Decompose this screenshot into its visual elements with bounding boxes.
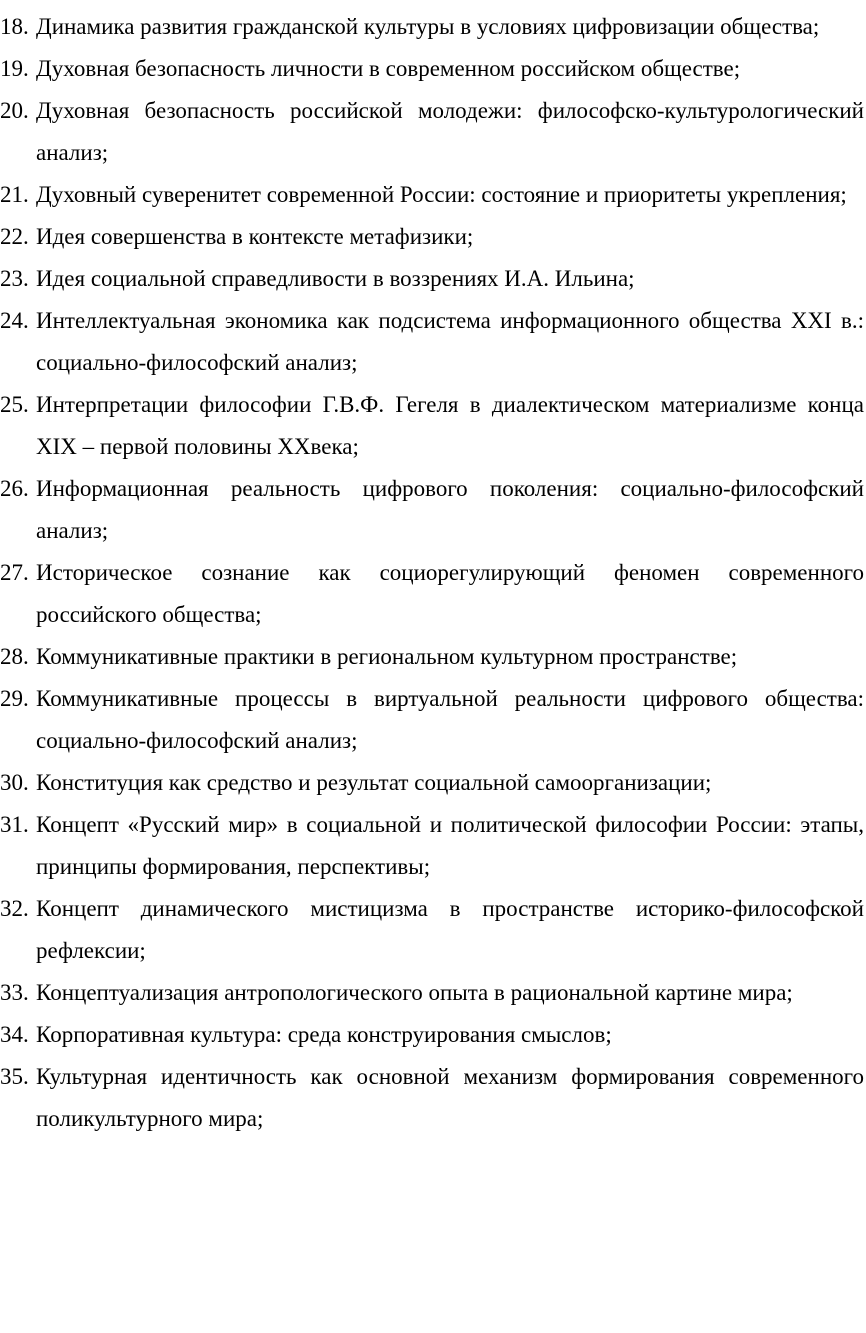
item-number: 25. — [0, 392, 29, 417]
item-text: Интерпретации философии Г.В.Ф. Гегеля в диалектическом материализме конца XIX – первой половины XXвека; — [36, 392, 864, 459]
list-item — [0, 216, 866, 258]
item-number: 24. — [0, 308, 29, 333]
list-item — [0, 468, 866, 552]
item-number: 27. — [0, 560, 29, 585]
item-text: Информационная реальность цифрового поколения: социально-философский анализ; — [36, 476, 864, 543]
item-number: 30. — [0, 770, 29, 795]
list-item — [0, 636, 866, 678]
item-text: Коммуникативные процессы в виртуальной реальности цифрового общества: социально-философский анализ; — [36, 686, 864, 753]
item-text: Духовная безопасность личности в современном российском обществе; — [36, 56, 741, 81]
item-number: 20. — [0, 98, 29, 123]
list-item — [0, 6, 866, 48]
item-text: Историческое сознание как социорегулирующий феномен современного российского общества; — [36, 560, 864, 627]
item-number: 32. — [0, 896, 29, 921]
item-text: Интеллектуальная экономика как подсистема информационного общества XXI в.: социально-философский анализ; — [36, 308, 864, 375]
list-item — [0, 1014, 866, 1056]
item-text: Идея социальной справедливости в воззрениях И.А. Ильина; — [36, 266, 635, 291]
item-number: 19. — [0, 56, 29, 81]
item-number: 28. — [0, 644, 29, 669]
list-item — [0, 804, 866, 888]
list-item — [0, 300, 866, 384]
list-item — [0, 888, 866, 972]
item-number: 22. — [0, 224, 29, 249]
item-number: 31. — [0, 812, 29, 837]
item-text: Концептуализация антропологического опыта в рациональной картине мира; — [36, 980, 793, 1005]
list-item — [0, 762, 866, 804]
list-item — [0, 258, 866, 300]
item-text: Коммуникативные практики в региональном культурном пространстве; — [36, 644, 738, 669]
item-text: Динамика развития гражданской культуры в условиях цифровизации общества; — [36, 14, 820, 39]
list-item — [0, 174, 866, 216]
list-item — [0, 384, 866, 468]
item-text: Концепт «Русский мир» в социальной и политической философии России: этапы, принципы формирования, перспективы; — [36, 812, 864, 879]
item-number: 29. — [0, 686, 29, 711]
item-number: 26. — [0, 476, 29, 501]
list-item — [0, 552, 866, 636]
item-text: Концепт динамического мистицизма в пространстве историко-философской рефлексии; — [36, 896, 864, 963]
item-number: 23. — [0, 266, 29, 291]
item-number: 35. — [0, 1064, 29, 1089]
item-text: Конституция как средство и результат социальной самоорганизации; — [36, 770, 712, 795]
list-item — [0, 48, 866, 90]
item-number: 21. — [0, 182, 29, 207]
item-text: Духовный суверенитет современной России: состояние и приоритеты укрепления; — [36, 182, 847, 207]
item-number: 33. — [0, 980, 29, 1005]
item-text: Идея совершенства в контексте метафизики; — [36, 224, 474, 249]
list-item — [0, 678, 866, 762]
item-text: Корпоративная культура: среда конструирования смыслов; — [36, 1022, 612, 1047]
list-item — [0, 90, 866, 174]
item-number: 18. — [0, 14, 29, 39]
list-item — [0, 1056, 866, 1140]
item-number: 34. — [0, 1022, 29, 1047]
list-item — [0, 972, 866, 1014]
item-text: Духовная безопасность российской молодежи: философско-культурологический анализ; — [36, 98, 864, 165]
item-text: Культурная идентичность как основной механизм формирования современного поликультурного мира; — [36, 1064, 864, 1131]
